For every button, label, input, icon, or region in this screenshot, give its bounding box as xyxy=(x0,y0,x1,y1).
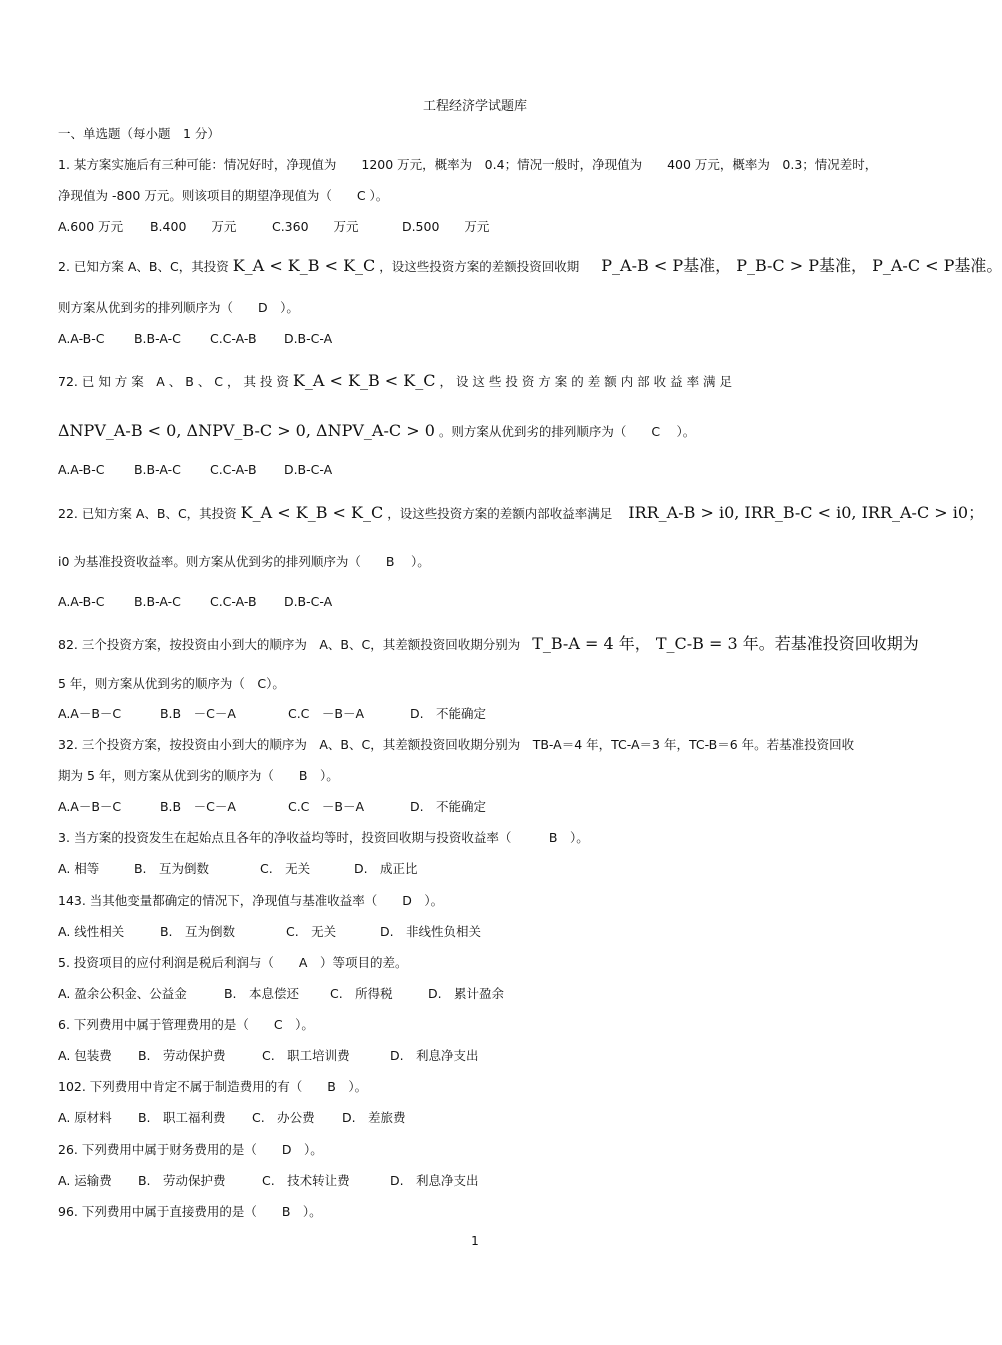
question-22-prefix: 22. 已知方案 A、B、C，其投资 xyxy=(58,506,237,521)
question-72-suffix: ， 设 这 些 投 资 方 案 的 差 额 内 部 收 益 率 满 足 xyxy=(439,374,733,389)
option-c: C.360 万元 xyxy=(271,219,359,234)
question-26-options xyxy=(58,1173,893,1189)
option-c: C. 所得税 xyxy=(329,986,393,1001)
option-a: A.A-B-C xyxy=(58,331,105,346)
option-b: B.B －C－A xyxy=(159,706,236,721)
question-72-line-2 xyxy=(58,423,893,440)
question-1-options xyxy=(58,219,893,235)
option-d: D.500 万元 xyxy=(401,219,490,234)
document-title: 工程经济学试题库 xyxy=(422,99,527,114)
option-c: C. 职工培训费 xyxy=(261,1048,350,1063)
option-c: C.C －B－A xyxy=(287,706,365,721)
question-72-line-1 xyxy=(58,373,893,390)
option-d: D. 差旅费 xyxy=(341,1110,406,1125)
question-22-math-irr: IRR_A-B > i0, IRR_B-C < i0, IRR_A-C > i0； xyxy=(628,503,985,522)
question-1-line-1: 1. 某方案实施后有三种可能：情况好时，净现值为 1200 万元，概率为 0.4；情况一般时，净现值为 400 万元，概率为 0.3；情况差时， xyxy=(58,157,878,172)
option-b: B. 职工福利费 xyxy=(137,1110,226,1125)
question-82-math-t: T_B-A = 4 年， T_C-B = 3 年。若基准投资回收期为 xyxy=(532,634,919,653)
option-a: A.A－B－C xyxy=(58,706,122,721)
question-82-options xyxy=(58,706,893,722)
question-6-line-1: 6. 下列费用中属于管理费用的是（ C ）。 xyxy=(58,1017,314,1032)
question-2-mid: ，设这些投资方案的差额投资回收期 xyxy=(379,259,580,274)
option-d: D. 不能确定 xyxy=(409,799,487,814)
option-a: A.A-B-C xyxy=(58,594,105,609)
option-d: D. 利息净支出 xyxy=(389,1173,479,1188)
question-72-prefix: 72. 已 知 方 案 A 、 B 、 C ， 其 投 资 xyxy=(58,374,289,389)
option-d: D.B-C-A xyxy=(283,331,333,346)
question-72-math-k: K_A < K_B < K_C xyxy=(292,371,436,390)
option-c: C. 无关 xyxy=(259,861,311,876)
option-b: B. 互为倒数 xyxy=(159,924,236,939)
question-143-options xyxy=(58,924,893,940)
question-82-line-2: 5 年，则方案从优到劣的顺序为（ C）。 xyxy=(58,676,285,691)
question-96-line-1: 96. 下列费用中属于直接费用的是（ B ）。 xyxy=(58,1204,322,1219)
question-26-line-1: 26. 下列费用中属于财务费用的是（ D ）。 xyxy=(58,1142,323,1157)
question-2-options xyxy=(58,331,893,347)
question-2-math-p: P_A-B < P基准， P_B-C > P基准， P_A-C < P基准。 xyxy=(601,256,1002,275)
question-6-options xyxy=(58,1048,893,1064)
option-a: A. 包装费 xyxy=(58,1048,112,1063)
option-b: B.B-A-C xyxy=(133,594,181,609)
question-22-options xyxy=(58,594,893,610)
question-2-math-k: K_A < K_B < K_C xyxy=(232,256,376,275)
question-22-line-2: i0 为基准投资收益率。则方案从优到劣的排列顺序为（ B ）。 xyxy=(58,554,430,569)
question-102-line-1: 102. 下列费用中肯定不属于制造费用的有（ B ）。 xyxy=(58,1079,368,1094)
option-b: B.B-A-C xyxy=(133,331,181,346)
question-72-options xyxy=(58,462,893,478)
question-102-options xyxy=(58,1110,893,1126)
option-d: D. 成正比 xyxy=(353,861,418,876)
option-d: D. 非线性负相关 xyxy=(379,924,482,939)
option-c: C. 无关 xyxy=(285,924,337,939)
question-5-options xyxy=(58,986,893,1002)
option-a: A.600 万元 xyxy=(58,219,124,234)
option-b: B.400 万元 xyxy=(149,219,237,234)
question-2-prefix: 2. 已知方案 A、B、C，其投资 xyxy=(58,259,229,274)
question-82-prefix: 82. 三个投资方案，按投资由小到大的顺序为 A、B、C，其差额投资回收期分别为 xyxy=(58,637,521,652)
option-a: A.A-B-C xyxy=(58,462,105,477)
option-b: B.B －C－A xyxy=(159,799,236,814)
question-2-line-2: 则方案从优到劣的排列顺序为（ D ）。 xyxy=(58,300,299,315)
question-3-line-1: 3. 当方案的投资发生在起始点且各年的净收益均等时，投资回收期与投资收益率（ B ）。 xyxy=(58,830,589,845)
question-72-math-npv: ΔNPV_A-B < 0, ΔNPV_B-C > 0, ΔNPV_A-C > 0 xyxy=(58,421,435,440)
option-d: D.B-C-A xyxy=(283,462,333,477)
option-a: A. 线性相关 xyxy=(58,924,125,939)
option-b: B.B-A-C xyxy=(133,462,181,477)
question-1-line-2: 净现值为 -800 万元。则该项目的期望净现值为（ C ）。 xyxy=(58,188,389,203)
question-32-line-2: 期为 5 年，则方案从优到劣的顺序为（ B ）。 xyxy=(58,768,339,783)
option-c: C.C-A-B xyxy=(209,462,257,477)
section-heading: 一、单选题（每小题 1 分） xyxy=(58,126,220,141)
option-b: B. 本息偿还 xyxy=(223,986,300,1001)
option-a: A. 运输费 xyxy=(58,1173,112,1188)
option-c: C.C-A-B xyxy=(209,331,257,346)
page-number: 1 xyxy=(471,1234,479,1248)
question-32-options xyxy=(58,799,893,815)
option-d: D. 累计盈余 xyxy=(427,986,505,1001)
option-b: B. 互为倒数 xyxy=(133,861,210,876)
option-c: C. 技术转让费 xyxy=(261,1173,350,1188)
option-a: A. 相等 xyxy=(58,861,100,876)
question-2-line-1 xyxy=(58,256,1002,275)
option-a: A. 盈余公积金、公益金 xyxy=(58,986,187,1001)
question-3-options xyxy=(58,861,893,877)
option-c: C.C-A-B xyxy=(209,594,257,609)
question-72-line-2-end: 。则方案从优到劣的排列顺序为（ C ）。 xyxy=(438,424,696,439)
option-b: B. 劳动保护费 xyxy=(137,1173,226,1188)
question-22-line-1 xyxy=(58,503,985,522)
option-d: D.B-C-A xyxy=(283,594,333,609)
option-b: B. 劳动保护费 xyxy=(137,1048,226,1063)
question-22-math-k: K_A < K_B < K_C xyxy=(240,503,384,522)
option-a: A. 原材料 xyxy=(58,1110,112,1125)
option-c: C.C －B－A xyxy=(287,799,365,814)
question-5-line-1: 5. 投资项目的应付利润是税后利润与（ A ）等项目的差。 xyxy=(58,955,408,970)
option-d: D. 不能确定 xyxy=(409,706,487,721)
question-22-mid: ，设这些投资方案的差额内部收益率满足 xyxy=(387,506,613,521)
option-d: D. 利息净支出 xyxy=(389,1048,479,1063)
question-143-line-1: 143. 当其他变量都确定的情况下，净现值与基准收益率（ D ）。 xyxy=(58,893,444,908)
option-a: A.A－B－C xyxy=(58,799,122,814)
question-32-line-1: 32. 三个投资方案，按投资由小到大的顺序为 A、B、C，其差额投资回收期分别为 TB-A＝4 年，TC-A＝3 年，TC-B＝6 年。若基准投资回收 xyxy=(58,737,855,752)
question-82-line-1 xyxy=(58,634,919,653)
option-c: C. 办公费 xyxy=(251,1110,315,1125)
